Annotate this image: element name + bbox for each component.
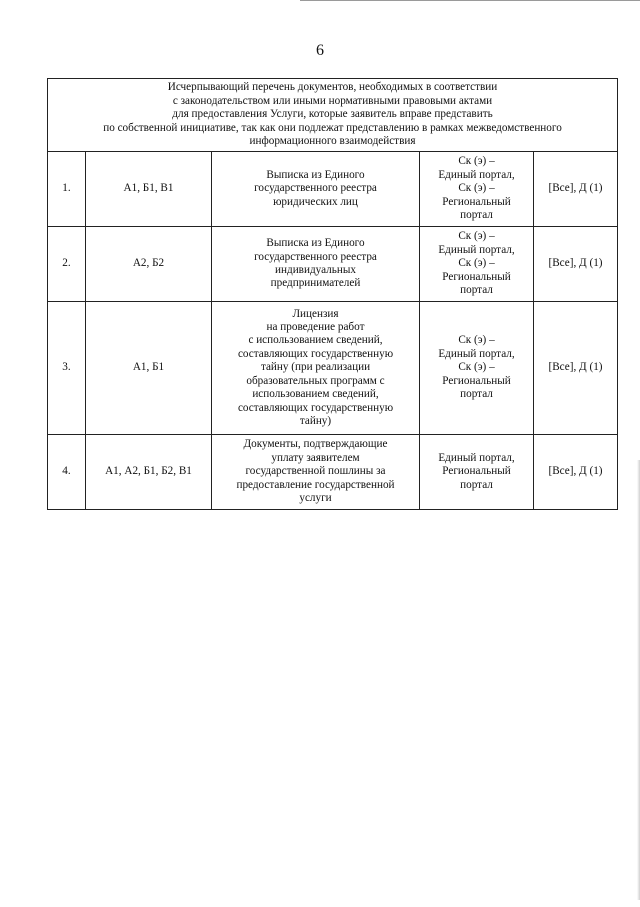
document-line: тайну (при реализации xyxy=(260,361,371,374)
channel-line: Единый портал, xyxy=(438,168,515,181)
header-line: информационного взаимодействия xyxy=(249,135,416,148)
document-line: составляющих государственную xyxy=(237,401,394,414)
document-line: составляющих государственную xyxy=(237,347,394,360)
channel-line: портал xyxy=(460,209,493,222)
row-scope: [Все], Д (1) xyxy=(534,302,618,435)
channel-line: Региональный xyxy=(442,270,511,283)
channel-line: Региональный xyxy=(442,374,511,387)
row-number: 1. xyxy=(48,152,86,227)
channel-line: Ск (э) – xyxy=(458,230,495,243)
row-scope: [Все], Д (1) xyxy=(534,152,618,227)
channel-line: портал xyxy=(460,478,493,491)
row-channel xyxy=(420,152,534,227)
document-line: индивидуальных xyxy=(275,264,356,276)
row-number: 3. xyxy=(48,302,86,435)
row-number: 4. xyxy=(48,435,86,510)
document-line: использованием сведений, xyxy=(252,388,379,401)
header-line: для предоставления Услуги, которые заявитель вправе представить xyxy=(172,108,493,121)
document-line: Выписка из Единого xyxy=(266,168,365,181)
row-codes: А1, А2, Б1, Б2, В1 xyxy=(86,435,212,510)
table-header-row xyxy=(48,79,618,152)
document-line: тайну) xyxy=(299,415,332,428)
channel-line: Единый портал, xyxy=(438,347,515,360)
row-number: 2. xyxy=(48,227,86,302)
table-row xyxy=(48,302,618,435)
channel-line: Ск (э) – xyxy=(458,334,495,347)
document-line: государственного реестра xyxy=(254,250,377,263)
table-row xyxy=(48,152,618,227)
document-line: юридических лиц xyxy=(273,195,358,208)
header-line: по собственной инициативе, так как они подлежат представлению в рамках межведомственного xyxy=(103,121,562,134)
row-document xyxy=(212,227,420,302)
channel-line: портал xyxy=(460,388,493,401)
document-line: предпринимателей xyxy=(270,277,361,290)
document-line: Выписка из Единого xyxy=(266,237,365,250)
row-channel xyxy=(420,435,534,510)
header-line: с законодательством или иными нормативными правовыми актами xyxy=(172,94,493,107)
row-document xyxy=(212,152,420,227)
channel-line: Региональный xyxy=(442,195,511,208)
channel-line: Ск (э) – xyxy=(458,155,495,168)
channel-line: Единый портал, xyxy=(438,451,515,464)
row-document xyxy=(212,435,420,510)
document-line: предоставление государственной xyxy=(236,478,395,491)
row-codes: А2, Б2 xyxy=(86,227,212,302)
row-document xyxy=(212,302,420,435)
channel-line: портал xyxy=(460,284,493,297)
document-line: уплату заявителем xyxy=(271,451,360,464)
row-scope: [Все], Д (1) xyxy=(534,435,618,510)
row-codes: А1, Б1, В1 xyxy=(86,152,212,227)
scan-top-border xyxy=(300,0,640,1)
table-header-cell xyxy=(48,79,618,152)
document-line: Лицензия xyxy=(292,307,339,320)
channel-line: Ск (э) – xyxy=(458,361,495,374)
document-line: на проведение работ xyxy=(266,320,365,333)
document-line: государственной пошлины за xyxy=(245,465,386,478)
document-line: Документы, подтверждающие xyxy=(243,438,388,451)
documents-table xyxy=(47,78,618,510)
document-line: образовательных программ с xyxy=(246,374,385,387)
row-channel xyxy=(420,227,534,302)
table-row xyxy=(48,435,618,510)
page-number: 6 xyxy=(316,42,324,59)
channel-line: Ск (э) – xyxy=(458,257,495,270)
document-line: услуги xyxy=(299,492,332,505)
table-row xyxy=(48,227,618,302)
channel-line: Единый портал, xyxy=(438,243,515,256)
channel-line: Региональный xyxy=(442,465,511,478)
row-codes: А1, Б1 xyxy=(86,302,212,435)
document-line: государственного реестра xyxy=(254,182,377,195)
header-line: Исчерпывающий перечень документов, необходимых в соответствии xyxy=(167,81,498,94)
channel-line: Ск (э) – xyxy=(458,182,495,195)
row-channel xyxy=(420,302,534,435)
document-line: с использованием сведений, xyxy=(248,334,383,347)
row-scope: [Все], Д (1) xyxy=(534,227,618,302)
